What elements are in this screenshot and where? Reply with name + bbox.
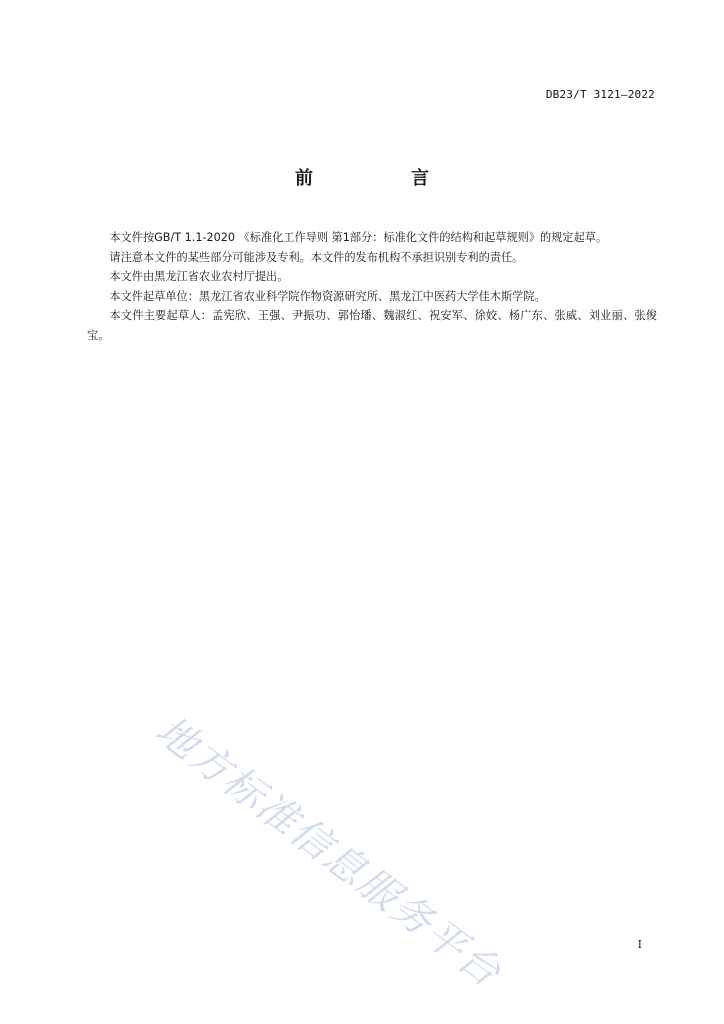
foreword-body <box>87 228 657 345</box>
page-number: I <box>637 938 642 951</box>
paragraph-drafters: 本文件主要起草人：孟宪欣、王强、尹振功、郭怡璠、魏淑红、祝安军、徐姣、杨广东、张威、刘业丽、张俊宝。 <box>87 309 657 342</box>
watermark: 地方标准信息服务平台 <box>146 707 511 997</box>
paragraph-proposer: 本文件由黑龙江省农业农村厅提出。 <box>109 270 289 283</box>
paragraph-drafting-units: 本文件起草单位：黑龙江省农业科学院作物资源研究所、黑龙江中医药大学佳木斯学院。 <box>109 289 546 303</box>
page-title: 前 言 <box>295 168 469 189</box>
paragraph-patent-notice: 请注意本文件的某些部分可能涉及专利。本文件的发布机构不承担识别专利的责任。 <box>109 250 524 264</box>
document-code: DB23/T 3121—2022 <box>545 88 655 101</box>
paragraph-drafting-rules: 本文件按GB/T 1.1-2020 《标准化工作导则 第1部分：标准化文件的结构和起草规则》的规定起草。 <box>109 231 608 244</box>
